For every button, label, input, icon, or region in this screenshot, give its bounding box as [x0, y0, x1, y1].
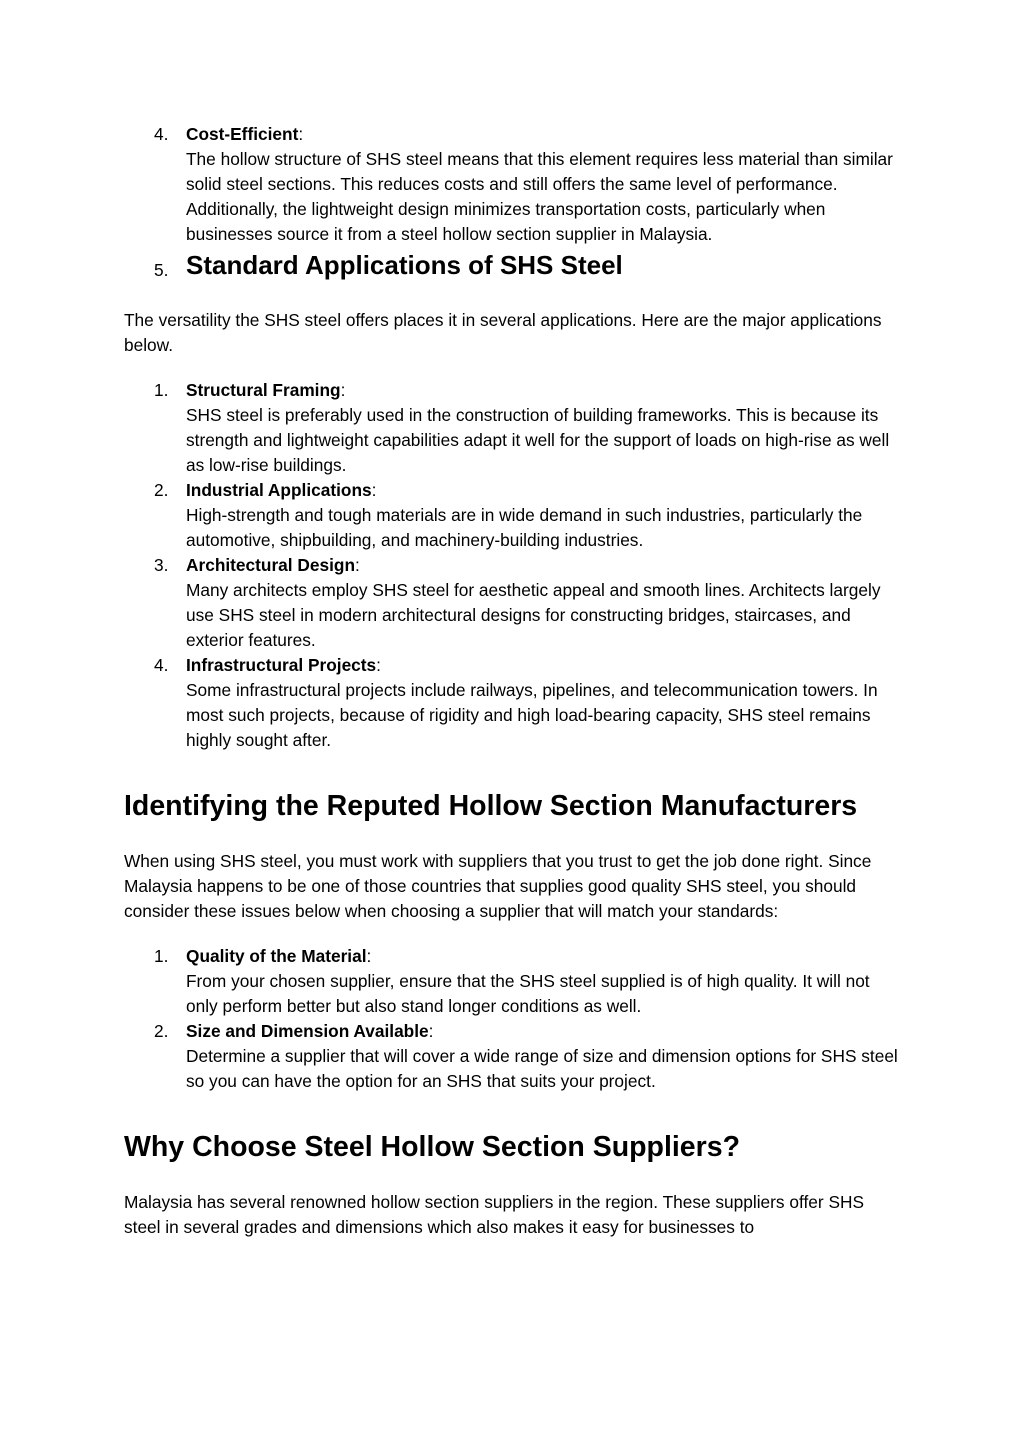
list-number: 2. — [154, 480, 169, 500]
list-number: 5. — [154, 260, 169, 280]
list-item-cost-efficient — [124, 122, 904, 247]
list-number: 4. — [154, 655, 169, 675]
list-number: 2. — [154, 1021, 169, 1041]
list-item-title: Cost-Efficient — [186, 124, 299, 144]
list-item-description: Determine a supplier that will cover a wide range of size and dimension options for SHS steel so you can have the option for an SHS that suits your project. — [186, 1046, 898, 1091]
applications-intro: The versatility the SHS steel offers places it in several applications. Here are the major applications below. — [124, 310, 882, 355]
list-item-description: Some infrastructural projects include railways, pipelines, and telecommunication towers. In most such projects, because of rigidity and high load-bearing capacity, SHS steel remains highly sought after. — [186, 680, 878, 750]
suppliers-intro: Malaysia has several renowned hollow section suppliers in the region. These suppliers offer SHS steel in several grades and dimensions which also makes it easy for businesses to — [124, 1192, 864, 1237]
list-item — [124, 944, 904, 1019]
list-item — [124, 1019, 904, 1094]
list-number: 1. — [154, 946, 169, 966]
list-item-description: The hollow structure of SHS steel means that this element requires less material than similar solid steel sections. This reduces costs and still offers the same level of performance. Additionally, the lightweight design minimizes transportation costs, particularly when businesses source it from a steel hollow section supplier in Malaysia. — [186, 149, 893, 244]
list-item-colon: : — [371, 480, 377, 500]
list-heading-standard-applications — [124, 249, 904, 281]
list-item-colon: : — [355, 555, 360, 575]
section-heading: Standard Applications of SHS Steel — [186, 250, 623, 280]
list-item — [124, 378, 904, 478]
list-item-colon: : — [376, 655, 381, 675]
manufacturers-list — [124, 944, 904, 1094]
applications-list — [124, 378, 904, 753]
list-item-colon: : — [428, 1021, 434, 1041]
list-item-description: From your chosen supplier, ensure that the SHS steel supplied is of high quality. It will not only perform better but also stand longer conditions as well. — [186, 971, 870, 1016]
list-item-title: Structural Framing — [186, 380, 341, 400]
list-number: 3. — [154, 555, 169, 575]
list-item — [124, 653, 904, 753]
list-item — [124, 478, 904, 553]
list-item-description: SHS steel is preferably used in the construction of building frameworks. This is because its strength and lightweight capabilities adapt it well for the support of loads on high-rise as well as low-rise buildings. — [186, 405, 890, 475]
manufacturers-intro: When using SHS steel, you must work with suppliers that you trust to get the job done right. Since Malaysia happens to be one of those countries that supplies good quality SHS steel, you should consider these issues below when choosing a supplier that will match your standards: — [124, 851, 872, 921]
list-number: 1. — [154, 380, 169, 400]
list-item-colon: : — [366, 946, 372, 966]
list-item-description: Many architects employ SHS steel for aesthetic appeal and smooth lines. Architects largely use SHS steel in modern architectural designs for constructing bridges, staircases, and exterior features. — [186, 580, 881, 650]
list-number: 4. — [154, 124, 169, 144]
list-item-title: Size and Dimension Available — [186, 1021, 429, 1041]
section-heading-suppliers: Why Choose Steel Hollow Section Suppliers? — [124, 1131, 740, 1163]
list-item-title: Quality of the Material — [186, 946, 367, 966]
list-item-colon: : — [298, 124, 304, 144]
list-item-colon: : — [340, 380, 346, 400]
section-heading-manufacturers: Identifying the Reputed Hollow Section Manufacturers — [124, 790, 858, 822]
benefits-list-continued — [124, 122, 904, 281]
list-item-description: High-strength and tough materials are in wide demand in such industries, particularly the automotive, shipbuilding, and machinery-building industries. — [186, 505, 863, 550]
list-item-title: Architectural Design — [186, 555, 356, 575]
document-content — [124, 122, 904, 1240]
list-item-title: Infrastructural Projects — [186, 655, 377, 675]
list-item — [124, 553, 904, 653]
list-item-title: Industrial Applications — [186, 480, 372, 500]
